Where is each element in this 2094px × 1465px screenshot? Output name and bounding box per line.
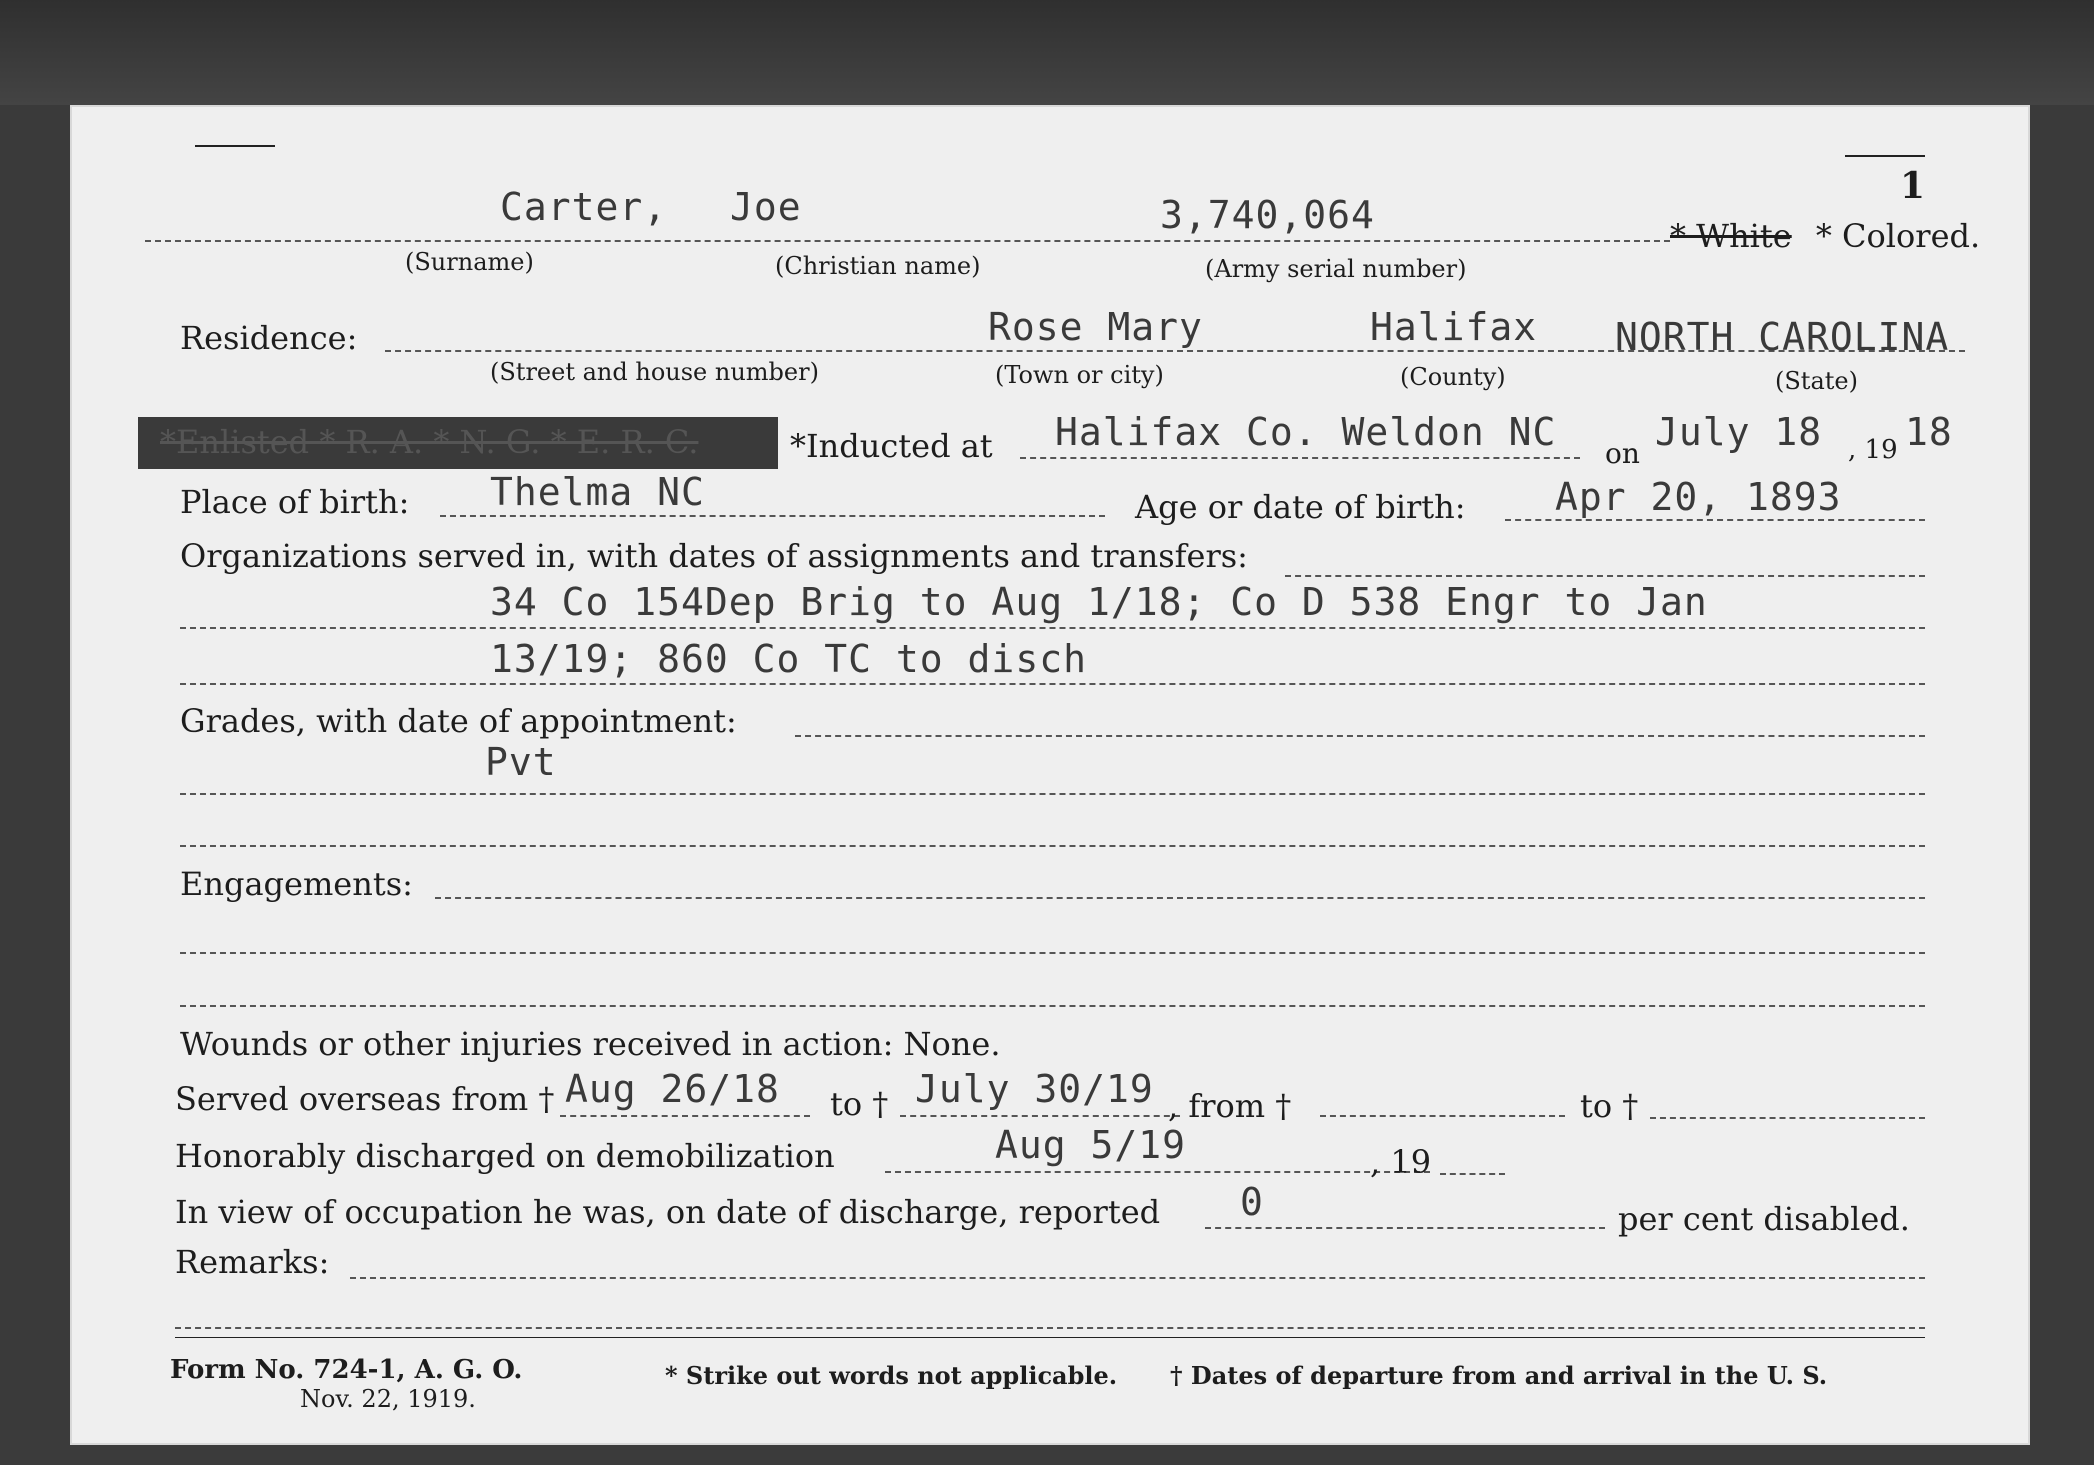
grades-line-1 [180,793,1925,795]
serial-number-caption: (Army serial number) [1205,255,1467,283]
on-label: on [1605,437,1640,470]
card-number: 1 [1900,165,1926,207]
organizations-line-1 [180,627,1925,629]
induction-date-value: July 18 [1655,410,1823,454]
disability-label: In view of occupation he was, on date of discharge, reported [175,1193,1161,1231]
town-caption: (Town or city) [995,361,1164,389]
overseas-from-line [560,1115,810,1117]
disability-value: 0 [1240,1180,1264,1224]
organizations-line2-value: 13/19; 860 Co TC to disch [490,637,1087,681]
birth-place-value: Thelma NC [490,470,705,514]
top-left-rule [195,145,275,147]
discharge-line [885,1171,1430,1173]
service-record-card [70,105,2030,1445]
engagements-line-1 [180,952,1925,954]
surname-value: Carter, [500,185,668,229]
overseas-to-line [900,1115,1180,1117]
birth-date-line [1505,519,1925,521]
top-right-rule [1845,155,1925,157]
grades-line-2 [180,845,1925,847]
birth-date-value: Apr 20, 1893 [1555,475,1842,519]
engagements-line-2 [180,1005,1925,1007]
race-options [1670,217,1980,255]
remarks-line-0 [350,1277,1925,1279]
overseas-to-value: July 30/19 [915,1067,1154,1111]
street-caption: (Street and house number) [490,358,819,386]
county-value: Halifax [1370,305,1538,349]
overseas-from-value: Aug 26/18 [565,1067,780,1111]
overseas-from2-line [1320,1115,1565,1117]
race-colored: * Colored. [1815,217,1981,255]
disability-line [1205,1227,1605,1229]
surname-caption: (Surname) [405,248,534,276]
inducted-place-value: Halifax Co. Weldon NC [1055,410,1557,454]
footer-note-dates: † Dates of departure from and arrival in the U. S. [1170,1361,1828,1390]
grades-label: Grades, with date of appointment: [180,702,737,740]
remarks-line-1 [175,1327,1925,1329]
overseas-to2-line [1650,1117,1925,1119]
engagements-line-0 [435,897,1925,899]
induction-year-value: 18 [1905,410,1953,454]
residence-label: Residence: [180,319,358,357]
disability-suffix: per cent disabled. [1618,1200,1910,1238]
christian-name-value: Joe [730,185,802,229]
wounds-label: Wounds or other injuries received in action: None. [180,1025,1001,1063]
overseas-label: Served overseas from † [175,1080,555,1118]
discharge-year-line [1440,1173,1505,1175]
organizations-line-0 [1285,575,1925,577]
overseas-to2-label: to † [1580,1087,1639,1125]
scan-background-top [0,0,2094,105]
form-number: Form No. 724-1, A. G. O. [170,1355,523,1385]
form-date: Nov. 22, 1919. [300,1385,476,1413]
induction-year-prefix: , 19 [1848,435,1898,465]
discharge-date-value: Aug 5/19 [995,1123,1187,1167]
town-value: Rose Mary [988,305,1203,349]
serial-number-value: 3,740,064 [1160,193,1375,237]
discharge-year-label: , 19 [1370,1143,1432,1181]
grades-line-0 [795,735,1925,737]
birth-date-label: Age or date of birth: [1135,488,1466,526]
overseas-to-label: to † [830,1085,889,1123]
county-caption: (County) [1400,363,1506,391]
race-white: * White [1670,217,1792,255]
enlisted-struck: *Enlisted * R. A. * N. G. * E. R. C. [160,423,699,461]
birth-place-label: Place of birth: [180,483,410,521]
organizations-line-2 [180,683,1925,685]
engagements-label: Engagements: [180,865,413,903]
organizations-label: Organizations served in, with dates of assignments and transfers: [180,537,1248,575]
inducted-label: *Inducted at [790,427,993,465]
footer-note-strike: * Strike out words not applicable. [665,1361,1118,1390]
state-caption: (State) [1775,367,1858,395]
remarks-bottom-rule [175,1337,1925,1338]
inducted-line [1020,457,1580,459]
birth-place-line [440,515,1105,517]
overseas-from2-label: , from † [1168,1087,1292,1125]
organizations-line1-value: 34 Co 154Dep Brig to Aug 1/18; Co D 538 Engr to Jan [490,580,1708,624]
name-line [145,240,1670,242]
grades-value: Pvt [485,740,557,784]
remarks-label: Remarks: [175,1243,330,1281]
state-value: NORTH CAROLINA [1615,315,1950,359]
christian-name-caption: (Christian name) [775,252,981,280]
discharge-label: Honorably discharged on demobilization [175,1137,835,1175]
